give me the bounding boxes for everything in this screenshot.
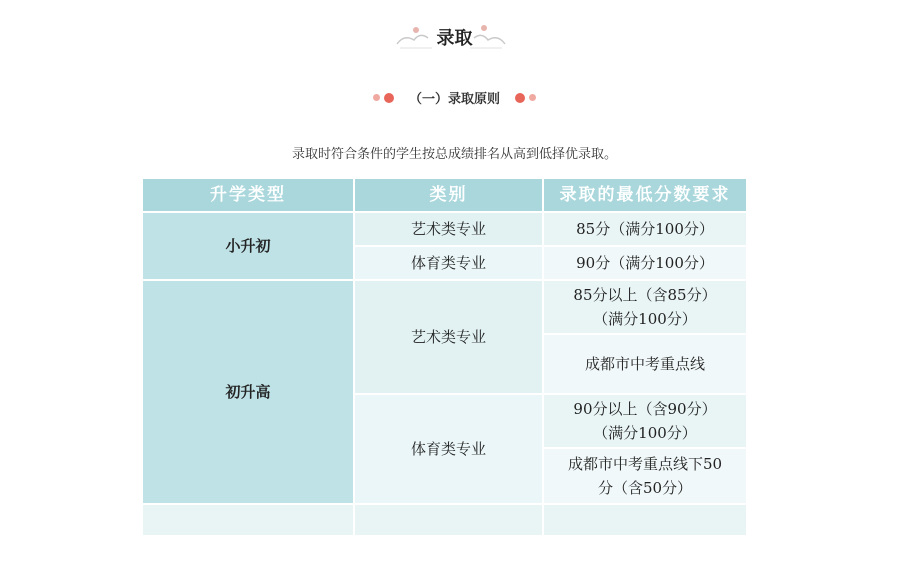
header-type: 升学类型: [142, 178, 354, 212]
empty-cell: [543, 504, 747, 536]
requirement-line: 成都市中考重点线下50: [567, 455, 723, 473]
intro-text: 录取时符合条件的学生按总成绩排名从高到低择优录取。: [291, 147, 617, 162]
requirement-cell: [543, 448, 747, 504]
dot-icon: [373, 94, 380, 101]
category-cell: 体育类专业: [354, 246, 543, 280]
requirement-line: （满分100分）: [593, 310, 697, 328]
type-cell: 初升高: [142, 280, 354, 504]
dot-icon: [529, 94, 536, 101]
table-row: [142, 212, 747, 246]
requirement-cell: 90分（满分100分）: [543, 246, 747, 280]
table-header-row: [142, 178, 747, 212]
requirement-cell: 85分（满分100分）: [543, 212, 747, 246]
empty-cell: [142, 504, 354, 536]
requirement-line: 90分以上（含90分）: [573, 400, 717, 418]
dot-icon: [384, 93, 394, 103]
empty-cell: [354, 504, 543, 536]
page-title: 录取: [436, 28, 473, 49]
table-row: [142, 280, 747, 334]
admission-table: [141, 177, 748, 537]
requirement-cell: 成都市中考重点线: [543, 334, 747, 394]
title-block: [0, 16, 909, 56]
type-cell: 小升初: [142, 212, 354, 280]
section-heading-text: （一）录取原则: [408, 92, 500, 107]
category-cell: 艺术类专业: [354, 212, 543, 246]
category-cell: 体育类专业: [354, 394, 543, 504]
header-requirement: 录取的最低分数要求: [543, 178, 747, 212]
requirement-cell: [543, 394, 747, 448]
requirement-line: （满分100分）: [593, 424, 697, 442]
section-heading: [0, 88, 909, 107]
requirement-cell: [543, 280, 747, 334]
header-category: 类别: [354, 178, 543, 212]
table-row-empty: [142, 504, 747, 536]
requirement-line: 分（含50分）: [597, 479, 693, 497]
requirement-line: 85分以上（含85分）: [573, 286, 717, 304]
dot-icon: [515, 93, 525, 103]
category-cell: 艺术类专业: [354, 280, 543, 394]
